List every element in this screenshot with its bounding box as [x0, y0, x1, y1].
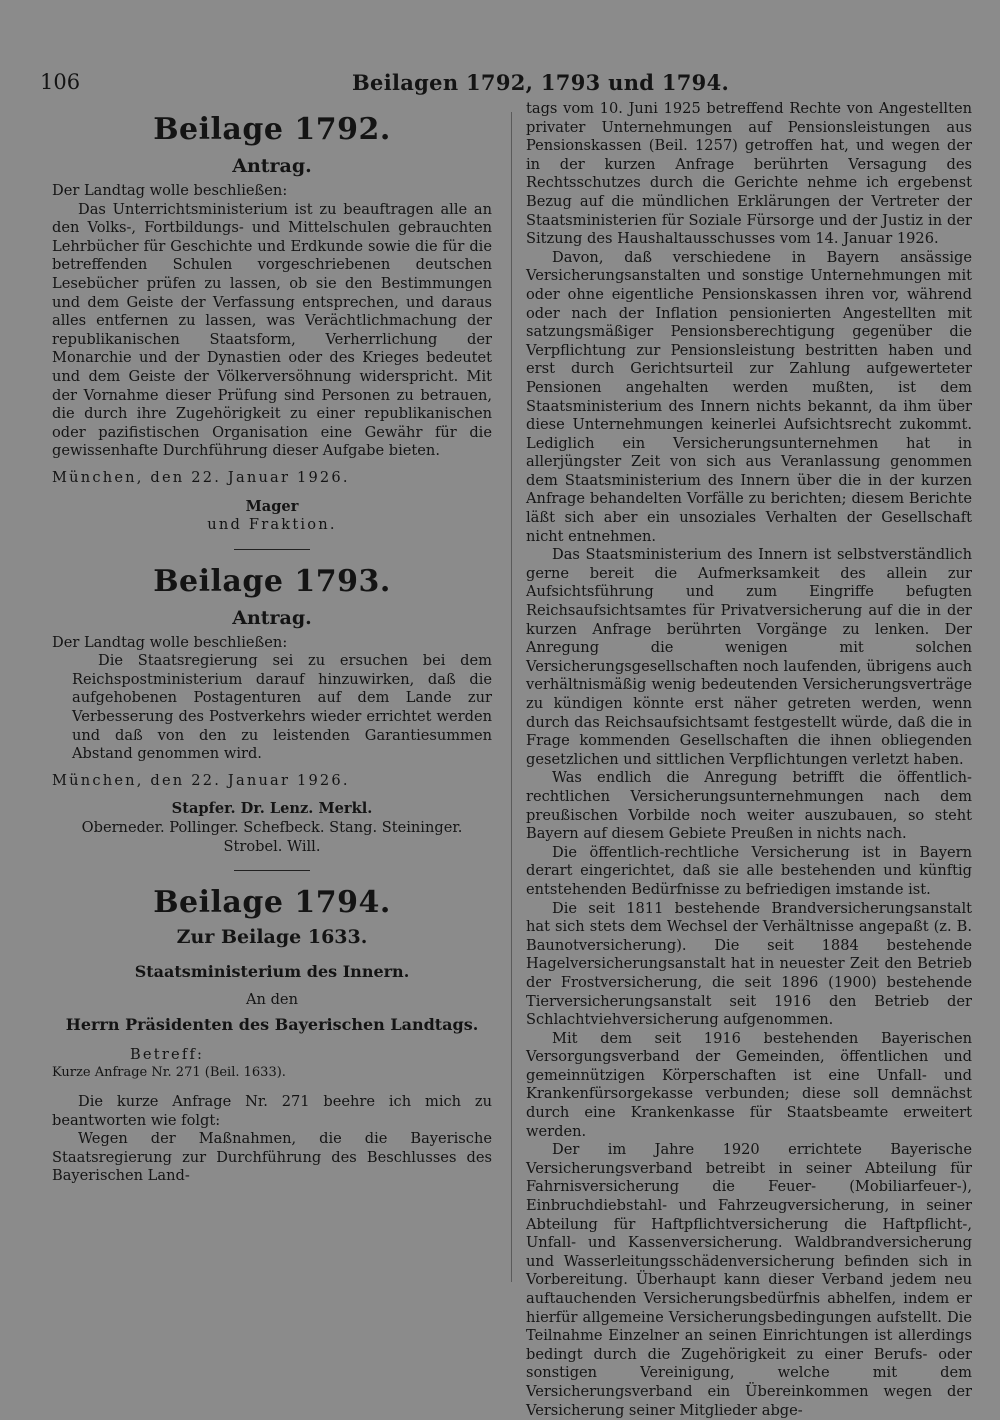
right-p6: Die seit 1811 bestehende Brandversicherungsanstalt hat sich stets dem Wechsel der Verhältnisse angepaßt (z. B. Baunotversicherung). Die seit 1884 bestehende Hagelversicherungsanstalt hat in neuester Zeit den Betrieb der Frostversicherung, die seit 1896 (1900) bestehende Tierversicherungsanstalt seit 1916 den Betrieb der Schlachtviehversicherung aufgenommen.	[526, 899, 972, 1029]
beilage-1792-body: Das Unterrichtsministerium ist zu beauftragen alle an den Volks-, Fortbildungs- und Mittelschulen gebrauchten Lehrbücher für Geschichte und Erdkunde sowie die für die betreffenden Schulen vorgeschriebenen deutschen Lesebücher prüfen zu lassen, ob sie den Bestimmungen und dem Geiste der Verfassung entsprechen, und daraus alles entfernen zu lassen, was Verächtlichmachung der republikanischen Staatsform, Verherrlichung der Monarchie und der Dynastien oder des Krieges bedeutet und dem Geiste der Völkerversöhnung widerspricht. Mit der Vornahme dieser Prüfung sind Personen zu betrauen, die durch ihre Zugehörigkeit zu einer republikanischen oder pazifistischen Organisation eine Gewähr für die gewissenhafte Durchführung dieser Aufgabe bieten.	[52, 200, 492, 460]
beilage-1792-title: Beilage 1792.	[153, 112, 391, 147]
left-column	[52, 100, 492, 1186]
beilage-1793-subtitle: Antrag.	[232, 606, 312, 629]
beilage-1793-signers-line3: Strobel. Will.	[223, 837, 321, 855]
right-p2: Davon, daß verschiedene in Bayern ansässige Versicherungsanstalten und sonstige Unternehmungen mit oder ohne eigentliche Pensionskassen ihren vor, während oder nach der Inflation pensionierten Angestellten mit satzungsmäßiger Pensionsberechtigung gegenüber die Verpflichtung zur Pensionsleistung bestritten haben und erst durch Gerichtsurteil zur Zahlung aufgewerteter Pensionen angehalten werden mußten, ist dem Staatsministerium des Innern nichts bekannt, da ihm über diese Unternehmungen keinerlei Aufsichtsrecht zukommt. Lediglich ein Versicherungsunternehmen hat in allerjüngster Zeit von sich aus Veranlassung genommen dem Staatsministerium des Innern über die in der kurzen Anfrage behandelten Vorfälle zu berichten; diesem Berichte läßt sich aber ein unsoziales Verhalten der Gesellschaft nicht entnehmen.	[526, 248, 972, 545]
right-p3: Das Staatsministerium des Innern ist selbstverständlich gerne bereit die Aufmerksamkeit des allein zur Aufsichtsführung und zum Eingriffe befugten Reichsaufsichtsamtes für Privatversicherung auf die in der kurzen Anfrage berührten Vorgänge zu lenken. Der Anregung die wenigen mit solchen Versicherungsgesellschaften noch laufenden, übrigens auch verhältnismäßig wenig bedeutenden Versicherungsverträge zu kündigen könnte erst näher getreten werden, wenn durch das Reichsaufsichtsamt festgestellt würde, daß die in Frage kommenden Gesellschaften die ihnen obliegenden gesetzlichen und sittlichen Verpflichtungen verletzt haben.	[526, 546, 972, 768]
right-p1-continuation: tags vom 10. Juni 1925 betreffend Rechte von Angestellten privater Unternehmungen auf Pensionsleistungen aus Pensionskassen (Beil. 1257) getroffen hat, und wegen der in der kurzen Anfrage berührten Versagung des Rechtsschutzes durch die Gerichte nehme ich ergebenst Bezug auf die mündlichen Erklärungen der Vertreter der Staatsministerien für Soziale Fürsorge und der Justiz in der Sitzung des Haushaltausschusses vom 14. Januar 1926.	[526, 100, 972, 248]
beilage-1793-intro: Der Landtag wolle beschließen:	[52, 633, 288, 651]
beilage-1793-signers-line1: Stapfer. Dr. Lenz. Merkl.	[171, 800, 373, 818]
beilage-1794-to: An den	[246, 991, 298, 1009]
beilage-1793-title: Beilage 1793.	[153, 563, 391, 599]
beilage-1792-intro: Der Landtag wolle beschließen:	[52, 182, 288, 199]
beilage-1794-p2-start: Wegen der Maßnahmen, die die Bayerische Staatsregierung zur Durchführung des Beschlusses des Bayerischen Land-	[52, 1130, 492, 1185]
page-header	[0, 70, 1000, 96]
beilage-1792-place-date: München, den 22. Januar 1926.	[52, 468, 350, 486]
beilage-1792-signer: Mager	[245, 497, 299, 515]
page-number: 106	[40, 70, 81, 94]
beilage-1792-signer-suffix: und Fraktion.	[207, 516, 337, 534]
beilage-1794-p1: Die kurze Anfrage Nr. 271 beehre ich mich zu beantworten wie folgt:	[52, 1093, 492, 1129]
beilage-1793-signers-line2: Oberneder. Pollinger. Schefbeck. Stang. Steininger.	[81, 819, 463, 837]
right-p5: Die öffentlich-rechtliche Versicherung ist in Bayern derart eingerichtet, daß sie alle bestehenden und künftig entstehenden Bedürfnisse zu befriedigen imstande ist.	[526, 843, 972, 898]
right-p7: Mit dem seit 1916 bestehenden Bayerischen Versorgungsverband der Gemeinden, öffentlichen und gemeinnützigen Körperschaften ist eine Unfall- und Krankenfürsorgekasse verbunden; diese soll demnächst durch eine Krankenkasse für Staatsbeamte erweitert werden.	[526, 1029, 972, 1140]
beilage-1793-body: Die Staatsregierung sei zu ersuchen bei dem Reichspostministerium darauf hinzuwirken, daß die aufgehobenen Postagenturen auf dem Lande zur Verbesserung des Postverkehrs wieder errichtet werden und daß von den zu leistenden Garantiesummen Abstand genommen wird.	[72, 652, 492, 763]
right-p8: Der im Jahre 1920 errichtete Bayerische Versicherungsverband betreibt in seiner Abteilung für Fahrnisversicherung die Feuer- (Mobiliarfeuer-), Einbruchdiebstahl- und Fahrzeugversicherung, in seiner Abteilung für Haftpflichtversicherung die Haftpflicht-, Unfall- und Kassenversicherung. Waldbrandversicherung und Wasserleitungsschädenversicherung befinden sich in Vorbereitung. Überhaupt kann dieser Verband jedem neu auftauchenden Versicherungsbedürfnis abhelfen, indem er hierfür allgemeine Versicherungsbedingungen aufstellt. Die Teilnahme Einzelner an seinen Einrichtungen ist allerdings bedingt durch die Zugehörigkeit zu einer Berufs- oder sonstigen Vereinigung, welche mit dem Versicherungsverband ein Übereinkommen wegen der Versicherung seiner Mitglieder abge-	[526, 1141, 972, 1419]
beilage-1792-subtitle: Antrag.	[232, 155, 312, 177]
beilage-1794-addressee: Herrn Präsidenten des Bayerischen Landtags.	[65, 1014, 479, 1034]
beilage-1794-ministry: Staatsministerium des Innern.	[134, 962, 410, 982]
right-column	[526, 100, 972, 1420]
column-divider	[511, 112, 512, 1282]
beilage-1793-place-date: München, den 22. Januar 1926.	[52, 771, 350, 789]
right-p4: Was endlich die Anregung betrifft die öffentlich-rechtlichen Versicherungsunternehmungen nach dem preußischen Vorbilde noch weiter auszubauen, so steht Bayern auf diesem Gebiete Preußen in nichts nach.	[526, 769, 972, 843]
beilage-1794-subtitle: Zur Beilage 1633.	[176, 926, 368, 949]
beilage-1794-betreff-label: Betreff:	[130, 1045, 205, 1063]
beilage-1794-title: Beilage 1794.	[153, 885, 391, 921]
running-title: Beilagen 1792, 1793 und 1794.	[352, 70, 730, 95]
beilage-1794-betreff: Kurze Anfrage Nr. 271 (Beil. 1633).	[52, 1065, 286, 1081]
